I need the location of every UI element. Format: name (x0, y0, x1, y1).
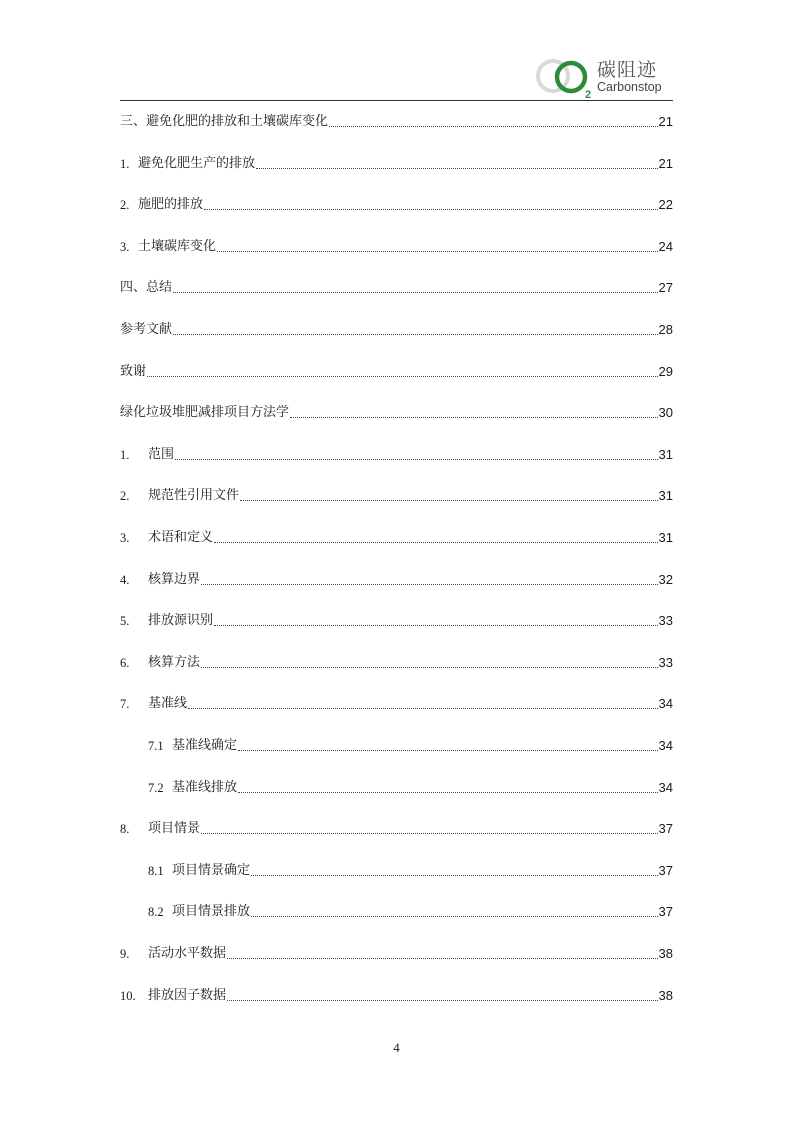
toc-entry[interactable] (120, 778, 673, 798)
toc-dot-leader (201, 584, 658, 585)
toc-entry-number: 8.2 (148, 905, 164, 919)
toc-entry-page: 37 (658, 863, 673, 878)
toc-entry[interactable] (120, 403, 673, 423)
toc-entry-page: 37 (658, 821, 673, 836)
toc-entry-page: 27 (658, 280, 673, 295)
toc-entry-number: 5. (120, 614, 130, 628)
toc-entry-page: 33 (658, 613, 673, 628)
toc-dot-leader (240, 500, 658, 501)
toc-entry[interactable] (120, 986, 673, 1006)
toc-dot-leader (227, 1000, 658, 1001)
toc-entry-title: 施肥的排放 (138, 197, 204, 212)
toc-entry-page: 33 (658, 655, 673, 670)
toc-entry-number: 7. (120, 697, 130, 711)
toc-entry-title: 排放源识别 (148, 613, 214, 628)
toc-entry-number: 3. (120, 531, 130, 545)
toc-entry-title: 三、避免化肥的排放和土壤碳库变化 (120, 114, 329, 129)
toc-entry-number: 7.2 (148, 781, 164, 795)
page-number: 4 (393, 1040, 400, 1055)
toc-dot-leader (147, 376, 658, 377)
toc-entry-page: 24 (658, 239, 673, 254)
toc-dot-leader (251, 875, 658, 876)
toc-dot-leader (201, 667, 658, 668)
toc-dot-leader (256, 168, 658, 169)
toc-entry-title: 规范性引用文件 (148, 488, 240, 503)
toc-entry-title: 术语和定义 (148, 530, 214, 545)
toc-entry-page: 21 (658, 156, 673, 171)
toc-entry-page: 38 (658, 988, 673, 1003)
toc-entry[interactable] (120, 486, 673, 506)
toc-entry-title: 活动水平数据 (148, 946, 227, 961)
toc-dot-leader (227, 958, 658, 959)
toc-entry-number: 8. (120, 822, 130, 836)
toc-entry-number: 4. (120, 573, 130, 587)
toc-entry-number: 1. (120, 157, 130, 171)
toc-entry[interactable] (120, 320, 673, 340)
toc-dot-leader (214, 542, 658, 543)
toc-dot-leader (290, 417, 658, 418)
toc-entry-number: 2. (120, 489, 130, 503)
toc-entry-page: 34 (658, 780, 673, 795)
toc-entry-page: 22 (658, 197, 673, 212)
toc-entry[interactable] (120, 445, 673, 465)
toc-entry[interactable] (120, 362, 673, 382)
carbonstop-logo (533, 56, 673, 100)
toc-entry-page: 38 (658, 946, 673, 961)
toc-entry-page: 31 (658, 530, 673, 545)
toc-entry-title: 核算方法 (148, 655, 201, 670)
toc-entry-title: 基准线排放 (172, 780, 238, 795)
toc-entry[interactable] (120, 195, 673, 215)
o2-logo-icon (533, 56, 599, 100)
toc-entry-title: 范围 (148, 447, 175, 462)
svg-text:2: 2 (585, 89, 592, 100)
toc-entry-number: 3. (120, 240, 130, 254)
toc-entry[interactable] (120, 611, 673, 631)
toc-entry-page: 32 (658, 572, 673, 587)
toc-dot-leader (217, 251, 658, 252)
toc-entry[interactable] (120, 694, 673, 714)
toc-entry-page: 28 (658, 322, 673, 337)
toc-dot-leader (188, 708, 658, 709)
toc-entry[interactable] (120, 861, 673, 881)
toc-entry-number: 7.1 (148, 739, 164, 753)
toc-dot-leader (204, 209, 658, 210)
toc-entry-number: 2. (120, 198, 130, 212)
toc-dot-leader (173, 334, 658, 335)
toc-dot-leader (251, 916, 658, 917)
toc-entry[interactable] (120, 278, 673, 298)
toc-entry[interactable] (120, 528, 673, 548)
toc-entry[interactable] (120, 736, 673, 756)
toc-entry-number: 1. (120, 448, 130, 462)
toc-entry-title: 绿化垃圾堆肥减排项目方法学 (120, 405, 290, 420)
toc-entry-page: 31 (658, 447, 673, 462)
toc-entry-page: 29 (658, 364, 673, 379)
toc-dot-leader (201, 833, 658, 834)
toc-entry-title: 致谢 (120, 364, 147, 379)
toc-entry-title: 排放因子数据 (148, 988, 227, 1003)
logo-english-name: Carbonstop (597, 80, 662, 94)
toc-entry[interactable] (120, 237, 673, 257)
toc-entry-title: 四、总结 (120, 280, 173, 295)
toc-entry[interactable] (120, 902, 673, 922)
toc-dot-leader (214, 625, 658, 626)
toc-entry-title: 基准线 (148, 696, 188, 711)
toc-entry-number: 6. (120, 656, 130, 670)
toc-dot-leader (238, 750, 658, 751)
toc-entry-title: 核算边界 (148, 572, 201, 587)
toc-entry[interactable] (120, 154, 673, 174)
toc-entry[interactable] (120, 944, 673, 964)
toc-entry-page: 31 (658, 488, 673, 503)
toc-dot-leader (329, 126, 658, 127)
toc-entry-number: 9. (120, 947, 130, 961)
page-header (120, 52, 673, 101)
toc-entry-number: 10. (120, 989, 136, 1003)
logo-chinese-name: 碳阻迹 (597, 59, 658, 81)
toc-entry-title: 项目情景排放 (172, 904, 251, 919)
toc-entry-number: 8.1 (148, 864, 164, 878)
toc-entry-page: 37 (658, 904, 673, 919)
toc-entry-title: 土壤碳库变化 (138, 239, 217, 254)
toc-entry-title: 参考文献 (120, 322, 173, 337)
toc-entry-page: 34 (658, 696, 673, 711)
toc-entry[interactable] (120, 653, 673, 673)
toc-dot-leader (175, 459, 658, 460)
toc-entry-page: 34 (658, 738, 673, 753)
toc-entry-page: 30 (658, 405, 673, 420)
toc-entry[interactable] (120, 112, 673, 132)
toc-entry-title: 项目情景 (148, 821, 201, 836)
toc-entry[interactable] (120, 819, 673, 839)
toc-dot-leader (238, 792, 658, 793)
toc-entry-title: 项目情景确定 (172, 863, 251, 878)
toc-entry[interactable] (120, 570, 673, 590)
toc-entry-page: 21 (658, 114, 673, 129)
toc-entry-title: 避免化肥生产的排放 (138, 156, 256, 171)
toc-dot-leader (173, 292, 658, 293)
toc-entry-title: 基准线确定 (172, 738, 238, 753)
